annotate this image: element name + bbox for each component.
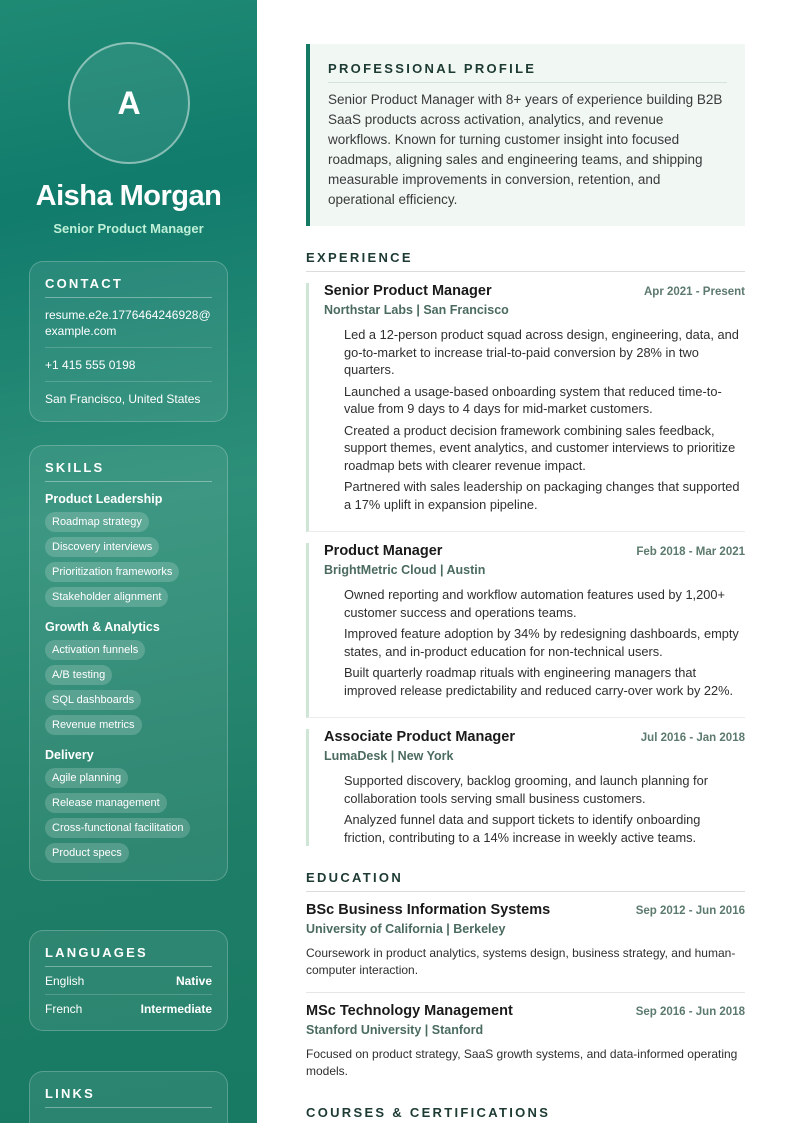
job-bullets bbox=[324, 326, 745, 513]
job-bullets bbox=[324, 586, 745, 699]
contact-heading: CONTACT bbox=[45, 276, 212, 298]
job-title: Product Manager bbox=[324, 543, 443, 559]
skill-chip: Release management bbox=[45, 793, 167, 813]
links-heading: LINKS bbox=[45, 1086, 212, 1108]
skill-chip: Cross-functional facilitation bbox=[45, 818, 190, 838]
job-title: Associate Product Manager bbox=[324, 729, 515, 745]
languages-card bbox=[29, 930, 228, 1031]
skill-group-title: Delivery bbox=[45, 748, 94, 762]
skill-chip: A/B testing bbox=[45, 665, 112, 685]
skill-chip: Roadmap strategy bbox=[45, 512, 149, 532]
education-section bbox=[306, 870, 745, 1093]
language-name: English bbox=[45, 974, 85, 988]
job-org: LumaDesk | New York bbox=[324, 749, 454, 763]
avatar: A bbox=[68, 42, 190, 164]
courses-section bbox=[306, 1105, 745, 1123]
links-card bbox=[29, 1071, 228, 1123]
job-bullet: Supported discovery, backlog grooming, and launch planning for collaboration tools serving small business customers. bbox=[344, 773, 708, 806]
candidate-name: Aisha Morgan bbox=[35, 180, 222, 212]
skills-card bbox=[29, 445, 228, 881]
languages-heading: LANGUAGES bbox=[45, 945, 212, 967]
education-date: Sep 2012 - Jun 2016 bbox=[635, 905, 745, 917]
job-date: Feb 2018 - Mar 2021 bbox=[636, 546, 745, 558]
candidate-title: Senior Product Manager bbox=[53, 221, 204, 236]
skill-chips bbox=[45, 766, 212, 866]
courses-heading: COURSES & CERTIFICATIONS bbox=[306, 1105, 745, 1123]
experience-section bbox=[306, 250, 745, 846]
job-bullet: Built quarterly roadmap rituals with engineering managers that improved release predictability and reduced carry-over work by 22%. bbox=[344, 665, 734, 698]
job-bullet: Owned reporting and workflow automation features used by 1,200+ customer success and operations teams. bbox=[344, 587, 725, 620]
job-bullets bbox=[324, 772, 745, 846]
skill-group-title: Growth & Analytics bbox=[45, 620, 160, 634]
job-org: Northstar Labs | San Francisco bbox=[324, 303, 509, 317]
contact-card bbox=[29, 261, 228, 422]
job-title: Senior Product Manager bbox=[324, 283, 492, 299]
language-name: French bbox=[45, 1002, 83, 1016]
job-org: BrightMetric Cloud | Austin bbox=[324, 563, 486, 577]
main-content bbox=[306, 44, 745, 1123]
education-entry bbox=[306, 892, 745, 993]
job-date: Apr 2021 - Present bbox=[644, 286, 745, 298]
experience-heading: EXPERIENCE bbox=[306, 250, 745, 272]
education-entry bbox=[306, 993, 745, 1093]
education-org: Stanford University | Stanford bbox=[306, 1023, 484, 1037]
contact-phone[interactable]: +1 415 555 0198 bbox=[45, 348, 212, 382]
job-bullet: Led a 12-person product squad across design, engineering, data, and go-to-market to increase trial-to-paid conversion by 28% in two quarters. bbox=[344, 327, 739, 377]
skill-group-title: Product Leadership bbox=[45, 492, 163, 506]
job-bullet: Created a product decision framework combining sales feedback, support themes, event analytics, and customer interviews to prioritize roadmap bets with clearer revenue impact. bbox=[344, 422, 736, 473]
degree-title: MSc Technology Management bbox=[306, 1003, 513, 1019]
skill-chip: Activation funnels bbox=[45, 640, 145, 660]
job-entry bbox=[306, 543, 745, 718]
skill-chip: Prioritization frameworks bbox=[45, 562, 179, 582]
skill-chip: Stakeholder alignment bbox=[45, 587, 168, 607]
profile-text: Senior Product Manager with 8+ years of experience building B2B SaaS products across activation, analytics, and revenue workflows. Known for turning customer insight into focused roadmaps, aligning sales and engineering teams, and shipping measurable improvements in conversion, retention, and operational efficiency. bbox=[328, 92, 723, 207]
language-level: Native bbox=[175, 974, 212, 988]
profile-heading: PROFESSIONAL PROFILE bbox=[328, 61, 727, 83]
job-entry bbox=[306, 729, 745, 846]
education-desc: Focused on product strategy, SaaS growth systems, and data-informed operating models. bbox=[306, 1047, 738, 1078]
language-level: Intermediate bbox=[140, 1002, 212, 1016]
contact-location: San Francisco, United States bbox=[45, 392, 201, 406]
skills-heading: SKILLS bbox=[45, 460, 212, 482]
sidebar bbox=[0, 0, 257, 1123]
skill-chips bbox=[45, 510, 212, 610]
skill-chip: Product specs bbox=[45, 843, 129, 863]
language-row bbox=[45, 967, 212, 995]
profile-section bbox=[306, 44, 745, 226]
job-entry bbox=[306, 283, 745, 532]
skill-chip: SQL dashboards bbox=[45, 690, 141, 710]
degree-title: BSc Business Information Systems bbox=[306, 902, 551, 918]
language-row bbox=[45, 995, 212, 1016]
education-heading: EDUCATION bbox=[306, 870, 745, 892]
education-desc: Coursework in product analytics, systems design, business strategy, and human-computer interaction. bbox=[306, 946, 736, 977]
job-bullet: Analyzed funnel data and support tickets to identify onboarding friction, contributing to a 14% increase in weekly active teams. bbox=[344, 812, 701, 845]
job-bullet: Improved feature adoption by 34% by redesigning dashboards, empty states, and in-product education for non-technical users. bbox=[344, 626, 739, 659]
education-org: University of California | Berkeley bbox=[306, 922, 506, 936]
skill-chip: Revenue metrics bbox=[45, 715, 142, 735]
skill-chip: Discovery interviews bbox=[45, 537, 159, 557]
education-date: Sep 2016 - Jun 2018 bbox=[635, 1006, 745, 1018]
job-date: Jul 2016 - Jan 2018 bbox=[640, 732, 745, 744]
contact-email[interactable]: resume.e2e.1776464246928@example.com bbox=[45, 298, 212, 348]
job-bullet: Launched a usage-based onboarding system that reduced time-to-value from 9 days to 4 days for mid-market customers. bbox=[344, 383, 722, 416]
job-bullet: Partnered with sales leadership on packaging changes that supported a 17% uplift in expansion pipeline. bbox=[344, 479, 740, 512]
skill-chips bbox=[45, 638, 212, 738]
skill-chip: Agile planning bbox=[45, 768, 128, 788]
